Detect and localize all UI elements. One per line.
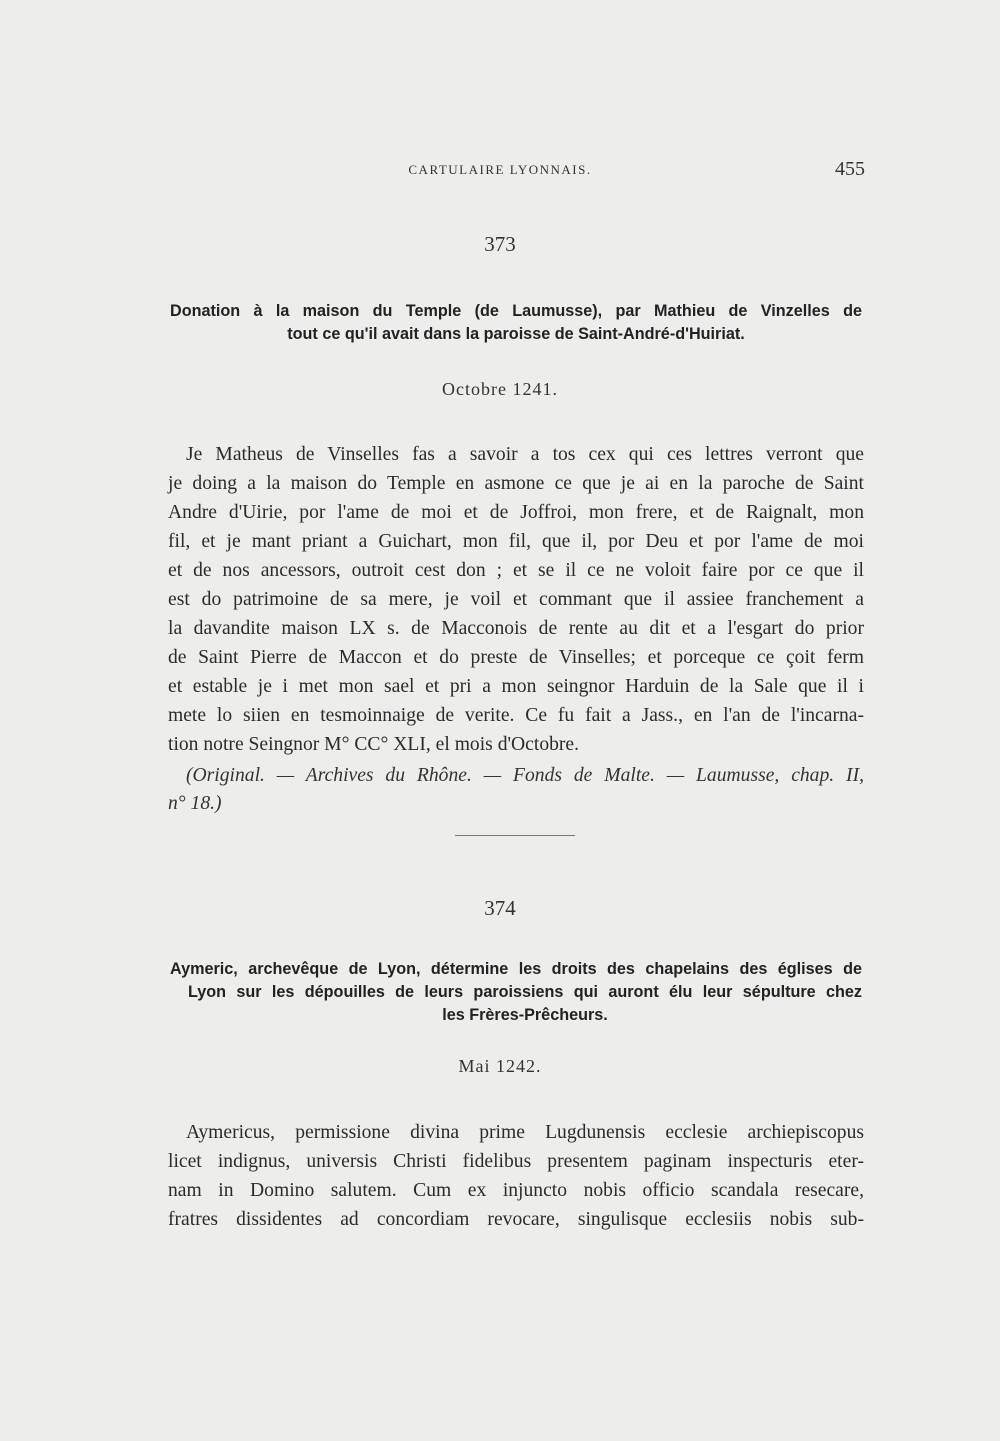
entry-date: Octobre 1241. bbox=[442, 379, 558, 399]
summary-line: les Frères-Prêcheurs. bbox=[442, 1006, 608, 1024]
entry-text bbox=[168, 440, 864, 759]
text-line: est do patrimoine de sa mere, je voil et commant que il assiee franchement a bbox=[168, 589, 864, 610]
page-number: 455 bbox=[835, 158, 865, 180]
text-line: Andre d'Uirie, por l'ame de moi et de Joffroi, mon frere, et de Raignalt, mon bbox=[168, 502, 864, 523]
running-title: CARTULAIRE LYONNAIS. bbox=[408, 162, 592, 177]
entry-number: 374 bbox=[484, 896, 516, 920]
summary-line: tout ce qu'il avait dans la paroisse de Saint-André-d'Huiriat. bbox=[287, 325, 745, 343]
text-line: et de nos ancessors, outroit cest don ; et se il ce ne voloit faire por ce que il bbox=[168, 560, 864, 581]
text-line: mete lo siien en tesmoinnaige de verite. Ce fu fait a Jass., en l'an de l'incarna- bbox=[168, 705, 864, 726]
entry-summary bbox=[170, 958, 862, 1027]
summary-line: Donation à la maison du Temple (de Laumusse), par Mathieu de Vinzelles de bbox=[170, 302, 862, 320]
entry-source bbox=[168, 762, 864, 818]
entry-summary bbox=[170, 300, 862, 346]
summary-line: Lyon sur les dépouilles de leurs paroissiens qui auront élu leur sépulture chez bbox=[188, 983, 862, 1001]
text-line: de Saint Pierre de Maccon et do preste de Vinselles; et porceque ce çoit ferm bbox=[168, 647, 864, 668]
text-line: je doing a la maison do Temple en asmone ce que je ai en la paroche de Saint bbox=[168, 473, 864, 494]
entry-date: Mai 1242. bbox=[458, 1056, 542, 1076]
text-line: fil, et je mant priant a Guichart, mon fil, que il, por Deu et por l'ame de moi bbox=[168, 531, 864, 552]
text-line: Je Matheus de Vinselles fas a savoir a tos cex qui ces lettres verront que bbox=[186, 444, 864, 465]
text-line: Aymericus, permissione divina prime Lugdunensis ecclesie archiepiscopus bbox=[186, 1122, 864, 1143]
text-line: nam in Domino salutem. Cum ex injuncto nobis officio scandala resecare, bbox=[168, 1180, 864, 1201]
summary-line: Aymeric, archevêque de Lyon, détermine les droits des chapelains des églises de bbox=[170, 960, 862, 978]
section-divider bbox=[455, 835, 575, 836]
text-line: la davandite maison LX s. de Macconois de rente au dit et a l'esgart do prior bbox=[168, 618, 864, 639]
text-line: licet indignus, universis Christi fidelibus presentem paginam inspecturis eter- bbox=[168, 1151, 864, 1172]
entry-text bbox=[168, 1118, 864, 1234]
source-line: n° 18.) bbox=[168, 793, 222, 814]
text-line: et estable je i met mon sael et pri a mon seingnor Harduin de la Sale que il i bbox=[168, 676, 864, 697]
text-line: fratres dissidentes ad concordiam revocare, singulisque ecclesiis nobis sub- bbox=[168, 1209, 864, 1230]
running-head bbox=[0, 158, 1000, 182]
text-line: tion notre Seingnor M° CC° XLI, el mois d'Octobre. bbox=[168, 734, 580, 755]
entry-number: 373 bbox=[484, 232, 516, 256]
source-line: (Original. — Archives du Rhône. — Fonds de Malte. — Laumusse, chap. II, bbox=[186, 765, 864, 786]
